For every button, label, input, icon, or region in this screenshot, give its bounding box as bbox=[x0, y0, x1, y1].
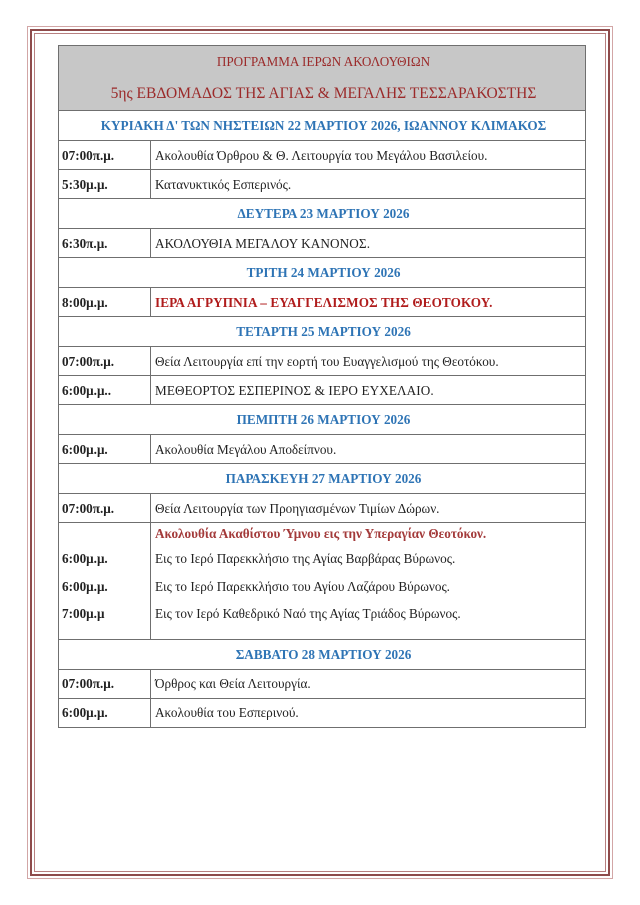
schedule-table bbox=[58, 45, 586, 728]
service-row bbox=[59, 669, 586, 698]
service-time: 6:00μ.μ. bbox=[59, 435, 151, 464]
service-row bbox=[59, 141, 586, 170]
day-header: ΤΡΙΤΗ 24 ΜΑΡΤΙΟΥ 2026 bbox=[59, 258, 586, 288]
day-header-row bbox=[59, 464, 586, 494]
service-description: ΜΕΘΕΟΡΤΟΣ ΕΣΠΕΡΙΝΟΣ & ΙΕΡΟ ΕΥΧΕΛΑΙΟ. bbox=[151, 376, 586, 405]
title-cell bbox=[59, 46, 586, 111]
service-row bbox=[59, 229, 586, 258]
akathist-location: Εις το Ιερό Παρεκκλήσιο του Αγίου Λαζάρου Βύρωνος. bbox=[155, 578, 450, 594]
akathist-location: Εις το Ιερό Παρεκκλήσιο της Αγίας Βαρβάρας Βύρωνος. bbox=[155, 551, 456, 566]
service-row bbox=[59, 347, 586, 376]
service-description: Όρθρος και Θεία Λειτουργία. bbox=[151, 669, 586, 698]
document-subtitle: 5ης ΕΒΔΟΜΑΔΟΣ ΤΗΣ ΑΓΙΑΣ & ΜΕΓΑΛΗΣ ΤΕΣΣΑΡΑΚΟΣΤΗΣ bbox=[110, 85, 537, 102]
day-header-row bbox=[59, 258, 586, 288]
day-header: ΤΕΤΑΡΤΗ 25 ΜΑΡΤΙΟΥ 2026 bbox=[59, 317, 586, 347]
day-header-row bbox=[59, 199, 586, 229]
akathist-location: Εις τον Ιερό Καθεδρικό Ναό της Αγίας Τριάδος Βύρωνος. bbox=[155, 606, 461, 621]
service-row bbox=[59, 435, 586, 464]
service-description: ΑΚΟΛΟΥΘΙΑ ΜΕΓΑΛΟΥ ΚΑΝΟΝΟΣ. bbox=[151, 229, 586, 258]
service-description: Θεία Λειτουργία των Προηγιασμένων Τιμίων Δώρων. bbox=[151, 494, 586, 523]
day-header: ΚΥΡΙΑΚΗ Δ' ΤΩΝ ΝΗΣΤΕΙΩΝ 22 ΜΑΡΤΙΟΥ 2026, ΙΩΑΝΝΟΥ ΚΛΙΜΑΚΟΣ bbox=[59, 111, 586, 141]
akathist-descriptions bbox=[151, 523, 586, 640]
service-row bbox=[59, 288, 586, 317]
akathist-time: 6:00μ.μ. bbox=[62, 578, 108, 594]
service-row bbox=[59, 376, 586, 405]
akathist-times bbox=[59, 523, 151, 640]
title-row bbox=[59, 46, 586, 111]
akathist-row bbox=[59, 523, 586, 640]
service-time: 8:00μ.μ. bbox=[59, 288, 151, 317]
akathist-time: 6:00μ.μ. bbox=[62, 551, 108, 566]
day-header-row bbox=[59, 405, 586, 435]
service-time: 07:00π.μ. bbox=[59, 494, 151, 523]
service-description: Ακολουθία Μεγάλου Αποδείπνου. bbox=[151, 435, 586, 464]
akathist-heading: Ακολουθία Ακαθίστου Ύμνου εις την Υπεραγίαν Θεοτόκον. bbox=[155, 526, 487, 541]
service-row bbox=[59, 698, 586, 727]
service-time: 07:00π.μ. bbox=[59, 141, 151, 170]
akathist-time: 7:00μ.μ bbox=[62, 606, 105, 621]
day-header-row bbox=[59, 111, 586, 141]
service-time: 6:30π.μ. bbox=[59, 229, 151, 258]
day-header: ΣΑΒΒΑΤΟ 28 ΜΑΡΤΙΟΥ 2026 bbox=[59, 639, 586, 669]
service-description: Ακολουθία του Εσπερινού. bbox=[151, 698, 586, 727]
service-time: 6:00μ.μ.. bbox=[59, 376, 151, 405]
service-time: 07:00π.μ. bbox=[59, 669, 151, 698]
day-header-row bbox=[59, 317, 586, 347]
service-description: Θεία Λειτουργία επί την εορτή του Ευαγγελισμού της Θεοτόκου. bbox=[151, 347, 586, 376]
day-header: ΔΕΥΤΕΡΑ 23 ΜΑΡΤΙΟΥ 2026 bbox=[59, 199, 586, 229]
document-title: ΠΡΟΓΡΑΜΜΑ ΙΕΡΩΝ ΑΚΟΛΟΥΘΙΩΝ bbox=[216, 54, 431, 69]
highlighted-service-description: ΙΕΡΑ ΑΓΡΥΠΝΙΑ – ΕΥΑΓΓΕΛΙΣΜΟΣ ΤΗΣ ΘΕΟΤΟΚΟΥ. bbox=[151, 288, 586, 317]
service-description: Κατανυκτικός Εσπερινός. bbox=[151, 170, 586, 199]
day-header-row bbox=[59, 639, 586, 669]
service-time: 07:00π.μ. bbox=[59, 347, 151, 376]
service-row bbox=[59, 170, 586, 199]
service-time: 5:30μ.μ. bbox=[59, 170, 151, 199]
service-time: 6:00μ.μ. bbox=[59, 698, 151, 727]
service-description: Ακολουθία Όρθρου & Θ. Λειτουργία του Μεγάλου Βασιλείου. bbox=[151, 141, 586, 170]
day-header: ΠΕΜΠΤΗ 26 ΜΑΡΤΙΟΥ 2026 bbox=[59, 405, 586, 435]
service-row bbox=[59, 494, 586, 523]
day-header: ΠΑΡΑΣΚΕΥΗ 27 ΜΑΡΤΙΟΥ 2026 bbox=[59, 464, 586, 494]
